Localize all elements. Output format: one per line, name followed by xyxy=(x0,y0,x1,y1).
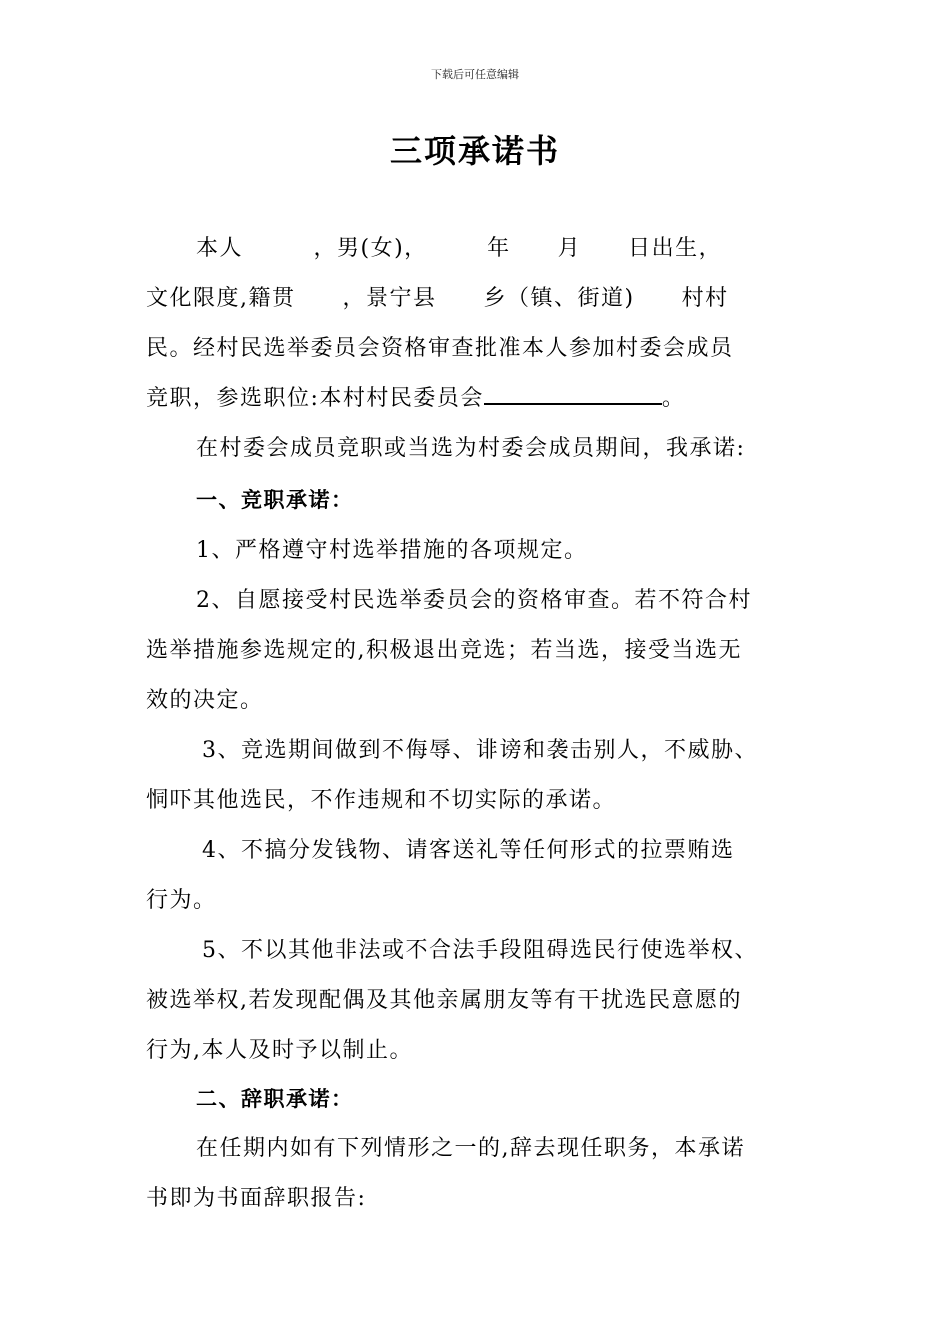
item-1: 1、严格遵守村选举措施的各项规定。 xyxy=(196,538,588,563)
position-blank-line xyxy=(484,385,662,405)
section-heading-2: 二、辞职承诺： xyxy=(196,1087,354,1111)
section-heading-1: 一、竞职承诺： xyxy=(196,488,354,512)
paragraph-2: 在村委会成员竞职或当选为村委会成员期间，我承诺: xyxy=(196,436,746,461)
paragraph-1-line-1: 本人 ，男(女)， 年 月 日出生， xyxy=(196,236,723,261)
document-title: 三项承诺书 xyxy=(389,132,560,170)
paragraph-1-line-4 xyxy=(146,384,685,414)
item-5-line-3: 行为,本人及时予以制止。 xyxy=(146,1038,413,1063)
position-period: 。 xyxy=(661,386,686,411)
item-2-line-1: 2、自愿接受村民选举委员会的资格审查。若不符合村 xyxy=(196,588,752,613)
item-5-line-1: 5、不以其他非法或不合法手段阻碍选民行使选举权、 xyxy=(202,938,758,963)
paragraph-1-line-2: 文化限度,籍贯 ，景宁县 乡（镇、街道) 村村 xyxy=(146,286,729,311)
paragraph-1-line-3: 民。经村民选举委员会资格审查批准本人参加村委会成员 xyxy=(146,336,734,361)
item-2-line-2: 选举措施参选规定的,积极退出竞选；若当选，接受当选无 xyxy=(146,638,742,663)
position-label: 竞职，参选职位:本村村民委员会 xyxy=(146,386,484,411)
item-3-line-1: 3、竞选期间做到不侮辱、诽谤和袭击别人，不威胁、 xyxy=(202,738,758,763)
item-3-line-2: 恫吓其他选民，不作违规和不切实际的承诺。 xyxy=(146,788,617,813)
paragraph-3-line-2: 书即为书面辞职报告: xyxy=(146,1186,367,1211)
item-2-line-3: 效的决定。 xyxy=(146,688,264,713)
header-note: 下载后可任意编辑 xyxy=(431,68,519,81)
item-4-line-1: 4、不搞分发钱物、请客送礼等任何形式的拉票贿选 xyxy=(202,838,735,863)
item-5-line-2: 被选举权,若发现配偶及其他亲属朋友等有干扰选民意愿的 xyxy=(146,988,742,1013)
paragraph-3-line-1: 在任期内如有下列情形之一的,辞去现任职务，本承诺 xyxy=(196,1136,745,1161)
item-4-line-2: 行为。 xyxy=(146,888,217,913)
